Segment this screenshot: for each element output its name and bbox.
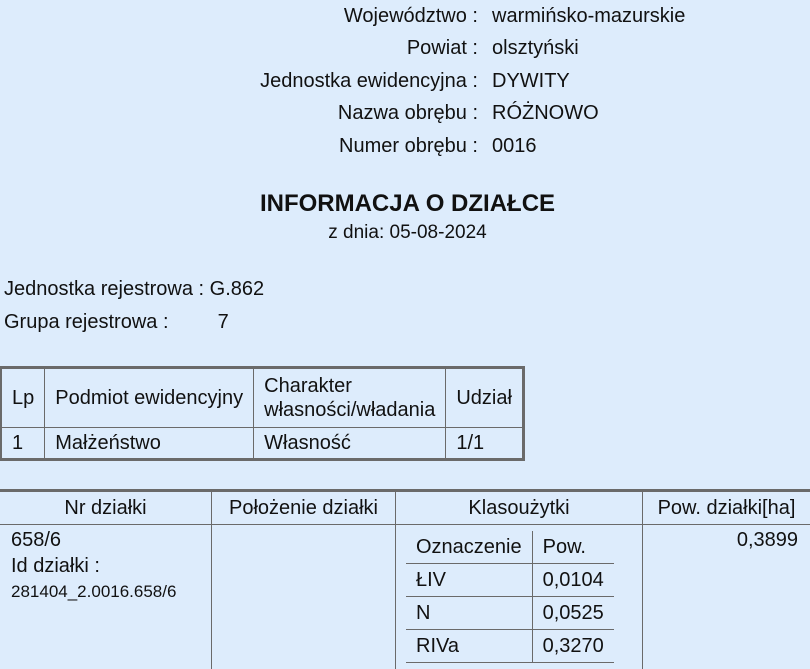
col-subject: Podmiot ewidencyjny bbox=[45, 368, 254, 428]
parcel-table bbox=[0, 489, 810, 669]
table-row bbox=[1, 428, 524, 460]
owner-share: 1/1 bbox=[446, 428, 524, 460]
table-row bbox=[406, 597, 614, 630]
col-share: Udział bbox=[446, 368, 524, 428]
col-character-line2: własności/władania bbox=[264, 399, 435, 421]
precinct-number-label: Numer obrębu : bbox=[339, 130, 478, 162]
col-land-classes: Klasoużytki bbox=[396, 491, 643, 525]
parcel-id-label: Id działki : bbox=[11, 553, 211, 579]
col-lp: Lp bbox=[1, 368, 45, 428]
precinct-number-row bbox=[0, 130, 810, 162]
registry-group-label: Grupa rejestrowa : bbox=[4, 311, 169, 333]
class-area: 0,0104 bbox=[532, 564, 614, 597]
registry-group bbox=[4, 311, 229, 334]
col-parcel-location: Położenie działki bbox=[212, 491, 396, 525]
unit-row bbox=[0, 65, 810, 97]
unit-label: Jednostka ewidencyjna : bbox=[260, 65, 478, 97]
parcel-number: 658/6 bbox=[11, 527, 211, 553]
unit-value: DYWITY bbox=[492, 65, 570, 97]
col-class-code: Oznaczenie bbox=[406, 531, 532, 564]
parcel-table-header bbox=[0, 491, 810, 525]
precinct-name-row bbox=[0, 97, 810, 129]
col-character bbox=[254, 368, 446, 428]
registry-unit-value: G.862 bbox=[210, 278, 264, 300]
county-label: Powiat : bbox=[407, 32, 478, 64]
land-classes-header bbox=[406, 531, 614, 564]
class-area: 0,0525 bbox=[532, 597, 614, 630]
owners-table-header bbox=[1, 368, 524, 428]
owners-table bbox=[0, 366, 525, 461]
col-parcel-area: Pow. działki[ha] bbox=[643, 491, 810, 525]
land-classes-table bbox=[406, 531, 614, 663]
precinct-number-value: 0016 bbox=[492, 130, 537, 162]
voivodeship-row bbox=[0, 0, 810, 32]
county-row bbox=[0, 32, 810, 64]
registry-unit-label: Jednostka rejestrowa : bbox=[4, 278, 204, 300]
class-code: RIVa bbox=[406, 630, 532, 663]
voivodeship-value: warmińsko-mazurskie bbox=[492, 0, 685, 32]
class-code: ŁIV bbox=[406, 564, 532, 597]
class-area: 0,3270 bbox=[532, 630, 614, 663]
table-row bbox=[406, 630, 614, 663]
parcel-id-value: 281404_2.0016.658/6 bbox=[11, 579, 211, 605]
col-character-line1: Charakter bbox=[264, 375, 352, 397]
col-parcel-number: Nr działki bbox=[0, 491, 212, 525]
parcel-area: 0,3899 bbox=[643, 525, 810, 669]
col-class-area: Pow. bbox=[532, 531, 614, 564]
page-title: INFORMACJA O DZIAŁCE bbox=[0, 190, 810, 218]
class-code: N bbox=[406, 597, 532, 630]
table-row bbox=[406, 564, 614, 597]
county-value: olsztyński bbox=[492, 32, 579, 64]
registry-unit bbox=[4, 278, 264, 301]
owner-character: Własność bbox=[254, 428, 446, 460]
owner-lp: 1 bbox=[1, 428, 45, 460]
precinct-name-label: Nazwa obrębu : bbox=[338, 97, 478, 129]
page-date: z dnia: 05-08-2024 bbox=[0, 222, 810, 244]
registry-group-value: 7 bbox=[218, 311, 229, 333]
parcel-location-cell bbox=[212, 525, 396, 669]
voivodeship-label: Województwo : bbox=[344, 0, 478, 32]
precinct-name-value: RÓŻNOWO bbox=[492, 97, 599, 129]
parcel-number-cell bbox=[0, 525, 212, 669]
owner-subject: Małżeństwo bbox=[45, 428, 254, 460]
land-classes-cell bbox=[396, 525, 643, 669]
table-row bbox=[0, 525, 810, 669]
